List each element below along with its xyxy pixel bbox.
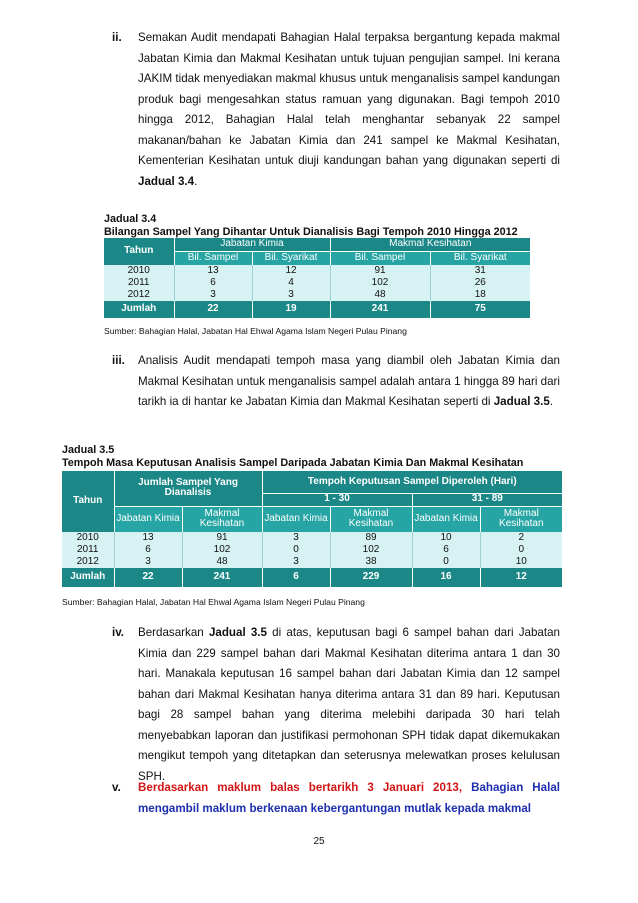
table34-header-cell: Bil. Sampel	[174, 251, 252, 265]
table34-cell: 102	[330, 277, 430, 289]
table34-total-row	[104, 301, 530, 318]
table35-cell: 102	[330, 544, 412, 556]
paragraph-iv-body-start: Berdasarkan	[138, 626, 209, 639]
paragraph-iv-body: di atas, keputusan bagi 6 sampel bahan dari Jabatan Kimia dan 229 sampel bahan dari Makmal Kesihatan diterima antara 1 dan 30 hari. Manakala keputusan 16 sampel bahan dari Jabatan Kimia dan 12 sampel bahan dari Makmal Kesihatan hanya diterima antara 31 dan 89 hari. Keputusan bagi 28 sampel bahan yang diterima melebihi daripada 30 hari telah menyebabkan laporan dan justifikasi permohonan SPH tidak dapat dikemukakan mengikut tempoh yang ditetapkan dan seterusnya melewatkan proses kelulusan SPH.	[138, 626, 560, 783]
paragraph-ii-body: Semakan Audit mendapati Bahagian Halal terpaksa bergantung kepada makmal Jabatan Kimia dan Makmal Kesihatan untuk tujuan pengujian sampel. Ini kerana JAKIM tidak menyediakan makmal khusus untuk menganalisis sampel kandungan produk bagi mengesahkan status ramuan yang digunakan. Bagi tempoh 2010 hingga 2012, Bahagian Halal telah menghantar sebanyak 22 sampel makanan/bahan ke Jabatan Kimia dan 241 sampel ke Makmal Kesihatan, Kementerian Kesihatan untuk diuji kandungan bahan yang digunakan seperti di	[138, 31, 560, 167]
paragraph-iv-ref: Jadual 3.5	[208, 626, 267, 639]
page-number: 25	[313, 836, 325, 847]
paragraph-iii-number: iii.	[112, 354, 125, 367]
paragraph-iii	[112, 351, 560, 435]
table-row	[104, 265, 530, 277]
table35-cell: 13	[114, 532, 182, 544]
table35-cell: 2	[480, 532, 562, 544]
table34-header-cell: Bil. Sampel	[330, 251, 430, 265]
table35-header-tempoh: Tempoh Keputusan Sampel Diperoleh (Hari)	[262, 471, 562, 493]
table35-header-range-31-89: 31 - 89	[412, 493, 562, 506]
table35-header-cell: Makmal Kesihatan	[330, 506, 412, 532]
table34-cell: 12	[252, 265, 330, 277]
table35-cell: 2011	[62, 544, 114, 556]
table34-header-makmal-kesihatan: Makmal Kesihatan	[330, 238, 530, 251]
paragraph-iv-text	[138, 623, 560, 787]
table35-header-jumlah-sampel: Jumlah Sampel Yang Dianalisis	[114, 471, 262, 506]
table35-cell: 3	[114, 556, 182, 568]
table35-cell: 2010	[62, 532, 114, 544]
table34-header-cell: Bil. Syarikat	[430, 251, 530, 265]
table34-total-cell: 75	[430, 301, 530, 318]
paragraph-ii-ref: Jadual 3.4	[138, 174, 195, 188]
table35-total-cell: 229	[330, 568, 412, 587]
table34-cell: 3	[252, 289, 330, 301]
table35-header-cell: Makmal Kesihatan	[480, 506, 562, 532]
table35-cell: 91	[182, 532, 262, 544]
table34-cell: 26	[430, 277, 530, 289]
table35-cell: 48	[182, 556, 262, 568]
table35-header-cell: Jabatan Kimia	[412, 506, 480, 532]
paragraph-ii	[112, 28, 560, 198]
table34-header-cell: Bil. Syarikat	[252, 251, 330, 265]
table34-caption-label: Jadual 3.4	[104, 213, 157, 225]
table34-cell: 18	[430, 289, 530, 301]
table-3-4	[104, 238, 530, 318]
table34-cell: 2011	[104, 277, 174, 289]
paragraph-ii-text	[138, 28, 560, 192]
table35-cell: 0	[480, 544, 562, 556]
table34-header-jabatan-kimia: Jabatan Kimia	[174, 238, 330, 251]
table34-source: Sumber: Bahagian Halal, Jabatan Hal Ehwal Agama Islam Negeri Pulau Pinang	[104, 326, 407, 336]
paragraph-ii-number: ii.	[112, 31, 122, 44]
table34-cell: 6	[174, 277, 252, 289]
table35-cell: 10	[480, 556, 562, 568]
table35-cell: 0	[412, 556, 480, 568]
table34-total-cell: 19	[252, 301, 330, 318]
table35-cell: 89	[330, 532, 412, 544]
table34-caption-title: Bilangan Sampel Yang Dihantar Untuk Dianalisis Bagi Tempoh 2010 Hingga 2012	[104, 226, 518, 238]
table34-total-cell: 22	[174, 301, 252, 318]
table35-header-range-1-30: 1 - 30	[262, 493, 412, 506]
table35-total-cell: 6	[262, 568, 330, 587]
paragraph-iii-body: Analisis Audit mendapati tempoh masa yang diambil oleh Jabatan Kimia dan Makmal Kesihatan untuk menganalisis sampel adalah antara 1 hingga 89 hari dari tarikh ia di hantar ke Jabatan Kimia dan Makmal Kesihatan seperti di	[138, 354, 560, 408]
table35-cell: 102	[182, 544, 262, 556]
paragraph-v	[112, 778, 560, 820]
table-row	[104, 277, 530, 289]
paragraph-iii-end: .	[549, 395, 554, 408]
table34-cell: 2010	[104, 265, 174, 277]
table35-cell: 10	[412, 532, 480, 544]
table34-total-cell: 241	[330, 301, 430, 318]
table35-total-row	[62, 568, 562, 587]
table35-cell: 6	[114, 544, 182, 556]
table35-total-label: Jumlah	[62, 568, 114, 587]
table35-cell: 3	[262, 556, 330, 568]
table34-total-label: Jumlah	[104, 301, 174, 318]
table34-cell: 91	[330, 265, 430, 277]
table35-header-cell: Jabatan Kimia	[262, 506, 330, 532]
table34-cell: 2012	[104, 289, 174, 301]
paragraph-v-blue-text: Bahagian Halal mengambil maklum berkenaan kebergantungan mutlak kepada makmal	[138, 781, 560, 815]
table35-cell: 6	[412, 544, 480, 556]
table35-cell: 3	[262, 532, 330, 544]
table-row	[62, 532, 562, 544]
paragraph-iv-number: iv.	[112, 626, 125, 639]
table34-cell: 3	[174, 289, 252, 301]
paragraph-iii-text	[138, 351, 560, 413]
paragraph-v-red-text: Berdasarkan maklum balas bertarikh 3 Januari 2013,	[138, 781, 463, 794]
table-row	[104, 289, 530, 301]
paragraph-iv	[112, 623, 560, 783]
table35-cell: 0	[262, 544, 330, 556]
table35-cell: 2012	[62, 556, 114, 568]
paragraph-iii-ref: Jadual 3.5	[493, 395, 550, 408]
table35-header-cell: Jabatan Kimia	[114, 506, 182, 532]
table34-header-tahun: Tahun	[104, 238, 174, 265]
table35-header-cell: Makmal Kesihatan	[182, 506, 262, 532]
paragraph-v-number: v.	[112, 781, 121, 794]
table35-total-cell: 22	[114, 568, 182, 587]
table-3-5	[62, 471, 562, 587]
table35-total-cell: 241	[182, 568, 262, 587]
table35-total-cell: 16	[412, 568, 480, 587]
table35-source: Sumber: Bahagian Halal, Jabatan Hal Ehwal Agama Islam Negeri Pulau Pinang	[62, 597, 365, 607]
paragraph-v-text	[138, 778, 560, 819]
table35-caption-label: Jadual 3.5	[62, 444, 115, 456]
table35-total-cell: 12	[480, 568, 562, 587]
table34-cell: 48	[330, 289, 430, 301]
table35-caption-title: Tempoh Masa Keputusan Analisis Sampel Daripada Jabatan Kimia Dan Makmal Kesihatan	[62, 457, 524, 469]
table34-cell: 4	[252, 277, 330, 289]
table34-cell: 13	[174, 265, 252, 277]
table-row	[62, 544, 562, 556]
table34-cell: 31	[430, 265, 530, 277]
table35-header-tahun: Tahun	[62, 471, 114, 532]
table-row	[62, 556, 562, 568]
paragraph-ii-end: .	[194, 174, 198, 188]
table35-cell: 38	[330, 556, 412, 568]
